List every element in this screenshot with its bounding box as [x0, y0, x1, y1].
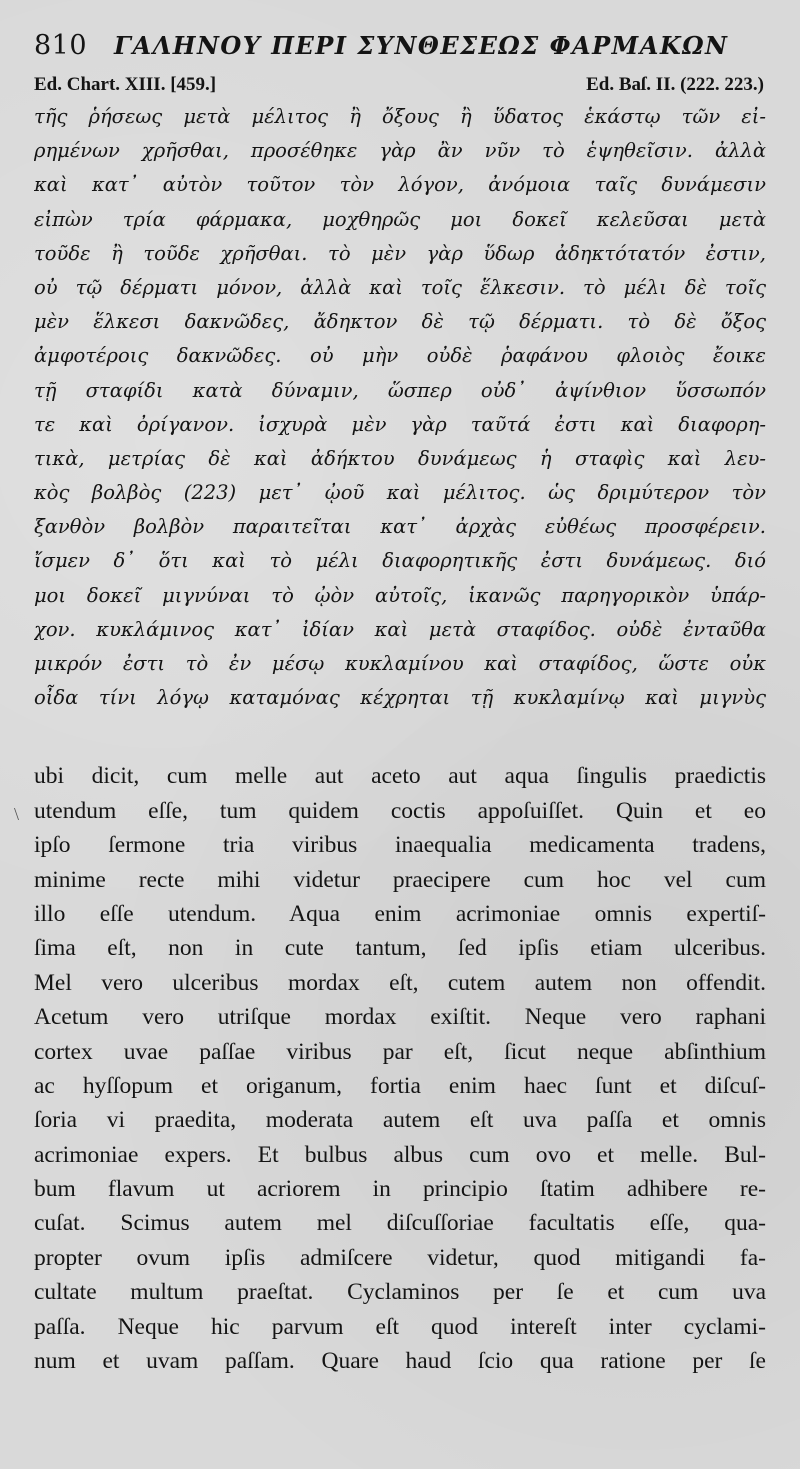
latin-text-line: utendum eſſe, tum quidem coctis appoſuiſſet. Quin et eo [34, 797, 766, 824]
page-number: 810 [34, 30, 88, 61]
latin-text-line: cultate multum praeſtat. Cyclaminos per ſe et cum uva [34, 1279, 766, 1306]
edition-reference-right: Ed. Baſ. II. (222. 223.) [586, 74, 764, 95]
latin-text-line: paſſa. Neque hic parvum eſt quod intereſt inter cyclami- [34, 1313, 766, 1340]
latin-text-line: ſoria vi praedita, moderata autem eſt uva paſſa et omnis [34, 1107, 766, 1134]
greek-text-line: μὲν ἕλκεσι δακνῶδες, ἄδηκτον δὲ τῷ δέρματι. τὸ δὲ ὄξος [34, 310, 766, 334]
greek-text-line: χον. κυκλάμινος κατ᾽ ἰδίαν καὶ μετὰ σταφίδος. οὐδὲ ἐνταῦθα [34, 617, 766, 641]
greek-text-line: οἶδα τίνι λόγῳ καταμόνας κέχρηται τῇ κυκλαμίνῳ καὶ μιγνὺς [34, 686, 766, 710]
greek-text-line: ἀμφοτέροις δακνῶδες. οὐ μὴν οὐδὲ ῥαφάνου φλοιὸς ἔοικε [34, 344, 766, 368]
greek-text-line: ἴσμεν δ᾽ ὅτι καὶ τὸ μέλι διαφορητικῆς ἐστι δυνάμεως. διό [34, 549, 766, 573]
greek-text-line: κὸς βολβὸς (223) μετ᾽ ᾠοῦ καὶ μέλιτος. ὡς δριμύτερον τὸν [34, 481, 766, 505]
greek-text-line: οὐ τῷ δέρματι μόνον, ἀλλὰ καὶ τοῖς ἕλκεσιν. τὸ μέλι δὲ τοῖς [34, 275, 766, 299]
latin-text-line: propter ovum ipſis admiſcere videtur, quod mitigandi fa- [34, 1244, 766, 1271]
margin-mark: \ [14, 804, 20, 824]
latin-text-line: acrimoniae expers. Et bulbus albus cum ovo et melle. Bul- [34, 1141, 766, 1168]
latin-text-line: Acetum vero utriſque mordax exiſtit. Neque vero raphani [34, 1004, 766, 1031]
latin-text-block [34, 759, 766, 1378]
greek-text-line: τικὰ, μετρίας δὲ καὶ ἀδήκτου δυνάμεως ἡ σταφὶς καὶ λευ- [34, 446, 766, 470]
greek-text-line: τε καὶ ὀρίγανον. ἰσχυρὰ μὲν γὰρ ταῦτά ἐστι καὶ διαφορη- [34, 412, 766, 436]
greek-text-line: τῇ σταφίδι κατὰ δύναμιν, ὥσπερ οὐδ᾽ ἀψίνθιον ὕσσωπόν [34, 378, 766, 402]
greek-text-line: ρημένων χρῆσθαι, προσέθηκε γὰρ ἂν νῦν τὸ ἑψηθεῖσιν. ἀλλὰ [34, 139, 766, 163]
latin-text-line: ubi dicit, cum melle aut aceto aut aqua ſingulis praedictis [34, 763, 766, 790]
greek-text-line: ξανθὸν βολβὸν παραιτεῖται κατ᾽ ἀρχὰς εὐθέως προσφέρειν. [34, 515, 766, 539]
greek-text-block [34, 100, 766, 715]
latin-text-line: Mel vero ulceribus mordax eſt, cutem autem non offendit. [34, 969, 766, 996]
greek-text-line: τοῦδε ἢ τοῦδε χρῆσθαι. τὸ μὲν γὰρ ὕδωρ ἀδηκτότατόν ἐστιν, [34, 241, 766, 265]
latin-text-line: minime recte mihi videtur praecipere cum hoc vel cum [34, 866, 766, 893]
page-header [34, 30, 766, 74]
greek-text-line: μικρόν ἐστι τὸ ἐν μέσῳ κυκλαμίνου καὶ σταφίδος, ὥστε οὐκ [34, 652, 766, 675]
latin-text-line: ſima eſt, non in cute tantum, ſed ipſis etiam ulceribus. [34, 935, 766, 962]
latin-text-line: ipſo ſermone tria viribus inaequalia medicamenta tradens, [34, 832, 766, 859]
greek-text-line: τῆς ῥήσεως μετὰ μέλιτος ἢ ὄξους ἢ ὕδατος ἑκάστῳ τῶν εἰ- [34, 105, 766, 128]
latin-text-line: ac hyſſopum et origanum, fortia enim haec ſunt et diſcuſ- [34, 1072, 766, 1099]
latin-text-line: cuſat. Scimus autem mel diſcuſſoriae facultatis eſſe, qua- [34, 1210, 766, 1237]
latin-text-line: bum flavum ut acriorem in principio ſtatim adhibere re- [34, 1176, 766, 1203]
latin-text-line: illo eſſe utendum. Aqua enim acrimoniae omnis expertiſ- [34, 900, 766, 927]
edition-reference-left: Ed. Chart. XIII. [459.] [34, 74, 217, 95]
running-title: ΓΑΛΗΝΟΥ ΠΕΡΙ ΣΥΝΘΕΣΕΩΣ ΦΑΡΜΑΚΩΝ [114, 31, 729, 60]
greek-text-line: εἰπὼν τρία φάρμακα, μοχθηρῶς μοι δοκεῖ κελεῦσαι μετὰ [34, 207, 766, 231]
greek-text-line: μοι δοκεῖ μιγνύναι τὸ ᾠὸν αὐτοῖς, ἱκανῶς παρηγορικὸν ὑπάρ- [34, 583, 766, 607]
latin-text-line: num et uvam paſſam. Quare haud ſcio qua ratione per ſe [34, 1348, 766, 1375]
latin-text-line: cortex uvae paſſae viribus par eſt, ſicut neque abſinthium [34, 1038, 766, 1065]
greek-text-line: καὶ κατ᾽ αὐτὸν τοῦτον τὸν λόγον, ἀνόμοια ταῖς δυνάμεσιν [34, 173, 766, 197]
edition-references [34, 74, 766, 98]
